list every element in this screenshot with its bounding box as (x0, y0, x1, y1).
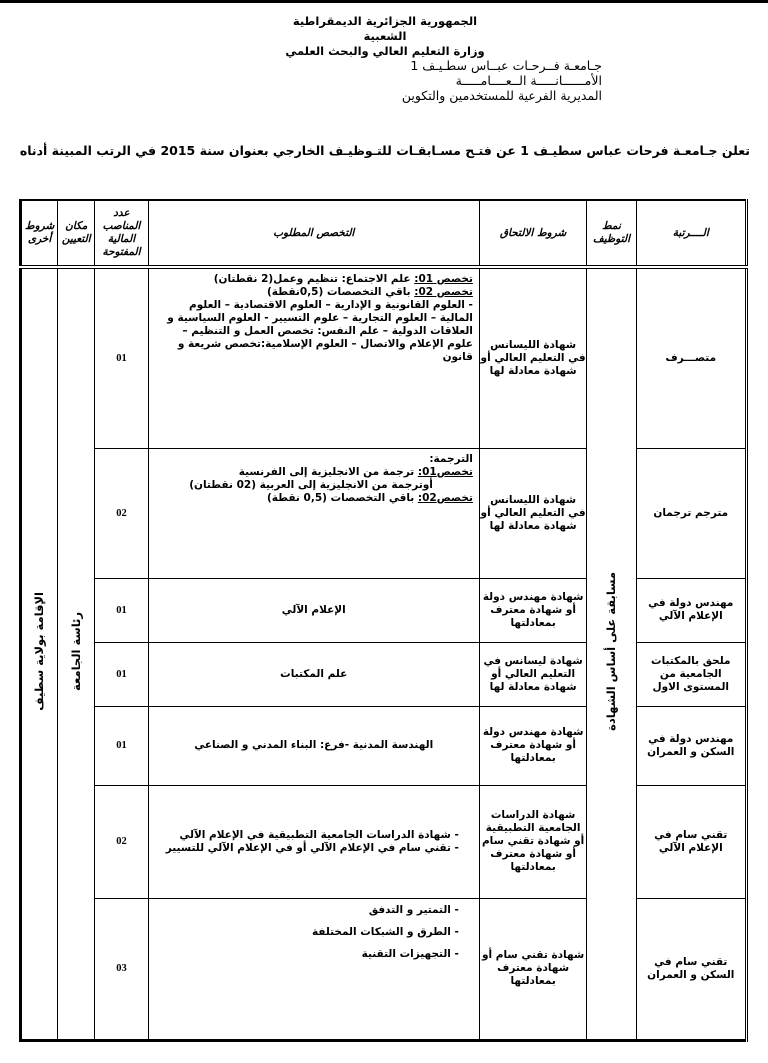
place-cell (58, 267, 95, 1040)
table-row (21, 785, 747, 898)
other-conditions-text: الإقامة بولاية سطيف (32, 592, 47, 712)
col-header-other: شروط أخرى (21, 200, 58, 267)
rank-cell: تقني سام في السكن و العمران (636, 898, 746, 1040)
rank-cell: مترجم ترجمان (636, 448, 746, 578)
institution-block (382, 58, 602, 103)
col-header-specialty: التخصص المطلوب (148, 200, 479, 267)
conditions-cell: شهادة الليسانس في التعليم العالي أو شهادة معادلة لها (479, 267, 586, 448)
rank-cell: مهندس دولة في الإعلام الآلي (636, 578, 746, 642)
table-row (21, 706, 747, 785)
mode-text: مسابقة على أساس الشهادة (603, 572, 618, 732)
place-text: رئاسة الجامعة (68, 612, 83, 692)
specialty-body: - العلوم القانونية و الإدارية – العلوم الاقتصادية – العلوم المالية – العلوم التجارية – علوم التسيير - العلوم السياسية و العلاقات الدولية – علم النفس: تخصص العمل و التنظيم – علوم الإعلام والاتصال – العلوم الإسلامية:تخصص شريعة و قانون (167, 299, 473, 363)
positions-cell: 02 (95, 785, 148, 898)
specialty-cell (148, 898, 479, 1040)
col-header-place: مكان التعيين (58, 200, 95, 267)
table-row (21, 448, 747, 578)
table-row (21, 267, 747, 448)
specialty-line: تخصص02: باقي التخصصات (0,5 نقطة) (266, 491, 473, 504)
positions-cell: 01 (95, 267, 148, 448)
table-header-row (21, 200, 747, 267)
conditions-cell: شهادة الليسانس في التعليم العالي أو شهادة معادلة لها (479, 448, 586, 578)
rank-cell: مهندس دولة في السكن و العمران (636, 706, 746, 785)
rank-cell: متصـــرف (636, 267, 746, 448)
specialty-item: - التجهيزات التقنية (155, 943, 459, 965)
positions-cell: 01 (95, 578, 148, 642)
table-row (21, 898, 747, 1040)
page-top-border (0, 0, 768, 3)
table-row (21, 578, 747, 642)
specialty-cell: الهندسة المدنية -فرع: البناء المدني و الصناعي (148, 706, 479, 785)
positions-cell: 03 (95, 898, 148, 1040)
specialty-item: - شهادة الدراسات الجامعية التطبيقية في الإعلام الآلي (155, 829, 459, 842)
conditions-cell: شهادة ليسانس في التعليم العالي أو شهادة معادلة لها (479, 642, 586, 706)
specialty-intro: الترجمة: (429, 452, 473, 465)
specialty-item: - تقني سام في الإعلام الآلي أو في الإعلام الآلي للتسيير (155, 842, 459, 855)
specialty-line: تخصص 02: باقي التخصصات (0,5نقطة) (266, 286, 473, 298)
official-header (280, 14, 490, 59)
specialty-line: أوترجمة من الانجليزية إلى العربية (02 نقطتان) (189, 478, 433, 491)
positions-cell: 01 (95, 642, 148, 706)
specialty-item: - الطرق و الشبكات المختلفة (155, 921, 459, 943)
specialty-cell (148, 785, 479, 898)
other-conditions-cell (21, 267, 58, 1040)
specialty-list (155, 829, 473, 855)
specialty-cell (148, 448, 479, 578)
specialty-cell: علم المكتبات (148, 642, 479, 706)
positions-cell: 02 (95, 448, 148, 578)
specialty-item: - التمتير و التدفق (155, 899, 459, 921)
specialty-cell (148, 267, 479, 448)
directorate-name: المديرية الفرعية للمستخدمين والتكوين (401, 88, 602, 103)
ministry-title: وزارة التعليم العالي والبحث العلمي (285, 44, 485, 58)
positions-cell: 01 (95, 706, 148, 785)
col-header-rank: الــــرتبة (636, 200, 746, 267)
rank-cell: ملحق بالمكتبات الجامعية من المستوى الاول (636, 642, 746, 706)
mode-cell (587, 267, 636, 1040)
rank-cell: تقني سام في الإعلام الآلي (636, 785, 746, 898)
announcement-text: تعلن جـامعـة فرحات عباس سطيـف 1 عن فتـح مسـابقـات للتـوظيـف الخارجي بعنوان سنة 2015 في الرتب المبينة أدناه (19, 143, 750, 158)
conditions-cell: شهادة مهندس دولة أو شهادة معترف بمعادلتها (479, 706, 586, 785)
conditions-cell: شهادة مهندس دولة أو شهادة معترف بمعادلتها (479, 578, 586, 642)
positions-table (19, 199, 748, 1042)
col-header-positions: عدد المناصب المالية المفتوحة (95, 200, 148, 267)
specialty-cell: الإعلام الآلي (148, 578, 479, 642)
table-row (21, 642, 747, 706)
conditions-cell: شهادة تقني سام أو شهادة معترف بمعادلتها (479, 898, 586, 1040)
specialty-line: تخصص01: ترجمة من الانجليزية إلى الفرنسية (238, 465, 473, 478)
col-header-mode: نمط التوظيف (587, 200, 636, 267)
specialty-list (155, 899, 473, 965)
col-header-conditions: شروط الالتحاق (479, 200, 586, 267)
secretariat-name: الأمــــــانـــــة الــعــــامـــــة (455, 73, 602, 88)
republic-title: الجمهورية الجزائرية الديمقراطية الشعبية (292, 14, 478, 43)
university-name: جـامعـة فــرحـات عبــاس سطـيـف 1 (410, 58, 602, 73)
conditions-cell: شهادة الدراسات الجامعية التطبيقية أو شهادة تقني سام أو شهادة معترف بمعادلتها (479, 785, 586, 898)
specialty-line: تخصص 01: علم الاجتماع: تنظيم وعمل(2 نقطتان) (213, 273, 473, 285)
